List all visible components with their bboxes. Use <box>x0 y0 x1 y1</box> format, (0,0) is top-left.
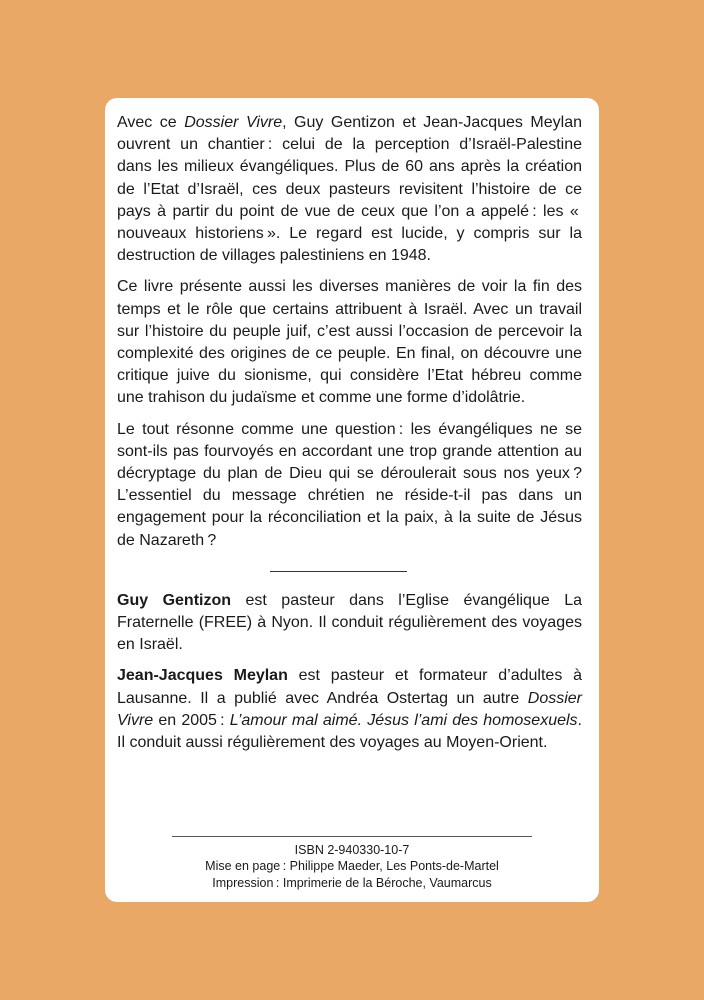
isbn: ISBN 2-940330-10-7 <box>294 843 410 857</box>
text-run: est pasteur et formateur d’adultes à Lausanne. Il a publié avec Andréa Ostertag un autre <box>117 667 582 707</box>
authors-section <box>117 590 582 754</box>
section-divider <box>270 571 407 572</box>
text-run: . Il conduit aussi régulièrement des voyages au Moyen-Orient. <box>117 711 582 752</box>
author-bio-meylan <box>117 665 582 754</box>
series-title: Dossier Vivre <box>184 114 283 131</box>
text-run: Avec ce <box>117 114 185 131</box>
text-run: est pasteur dans l’Eglise évangélique La Fraternelle (FREE) à Nyon. Il conduit régulièrement des voyages en Israël. <box>117 591 583 654</box>
series-title: Dossier Vivre <box>117 689 582 729</box>
back-cover-card <box>105 98 599 902</box>
description-paragraph-3 <box>117 419 582 552</box>
book-title: L’amour mal aimé. Jésus l’ami des homosexuels <box>229 711 578 729</box>
description-paragraph-1 <box>117 112 582 267</box>
print-credit: Impression : Imprimerie de la Béroche, Vaumarcus <box>212 875 492 890</box>
author-bio-gentizon <box>117 590 582 657</box>
colophon <box>105 842 599 891</box>
text-run: Ce livre présente aussi les diverses manières de voir la fin des temps et le rôle que certains attribuent à Israël. Avec un travail sur l’histoire du peuple juif, c’est aussi l’occasion de percevoir la complexité des origines de ce peuple. En final, on découvre une critique juive du sionisme, qui considère l’Etat hébreu comme une trahison du judaïsme et comme une forme d’idolâtrie. <box>117 278 582 407</box>
description-section <box>117 112 582 552</box>
text-run: Le tout résonne comme une question : les évangéliques ne se sont-ils pas fourvoyés en accordant une trop grande attention au décryptage du plan de Dieu qui se déroulerait sous nos yeux ? L’essentiel du message chrétien ne réside-t-il pas dans un engagement pour la réconciliation et la paix, à la suite de Jésus de Nazareth ? <box>117 420 582 549</box>
description-paragraph-2 <box>117 276 582 409</box>
author-name: Jean-Jacques Meylan <box>117 667 288 685</box>
layout-credit: Mise en page : Philippe Maeder, Les Ponts-de-Martel <box>205 859 499 874</box>
author-name: Guy Gentizon <box>117 591 232 609</box>
footer-rule <box>172 836 532 837</box>
text-run: , Guy Gentizon et Jean-Jacques Meylan ouvrent un chantier : celui de la perception d’Israël-Palestine dans les milieux évangéliques. Plus de 60 ans après la création de l’Etat d’Israël, ces deux pasteurs revisitent l’histoire de ce pays à partir du point de vue de ceux que l’on a appelé : les « nouveaux historiens ». Le regard est lucide, y compris sur la destruction de villages palestiniens en 1948. <box>117 114 583 265</box>
text-run: en 2005 : <box>153 711 230 729</box>
